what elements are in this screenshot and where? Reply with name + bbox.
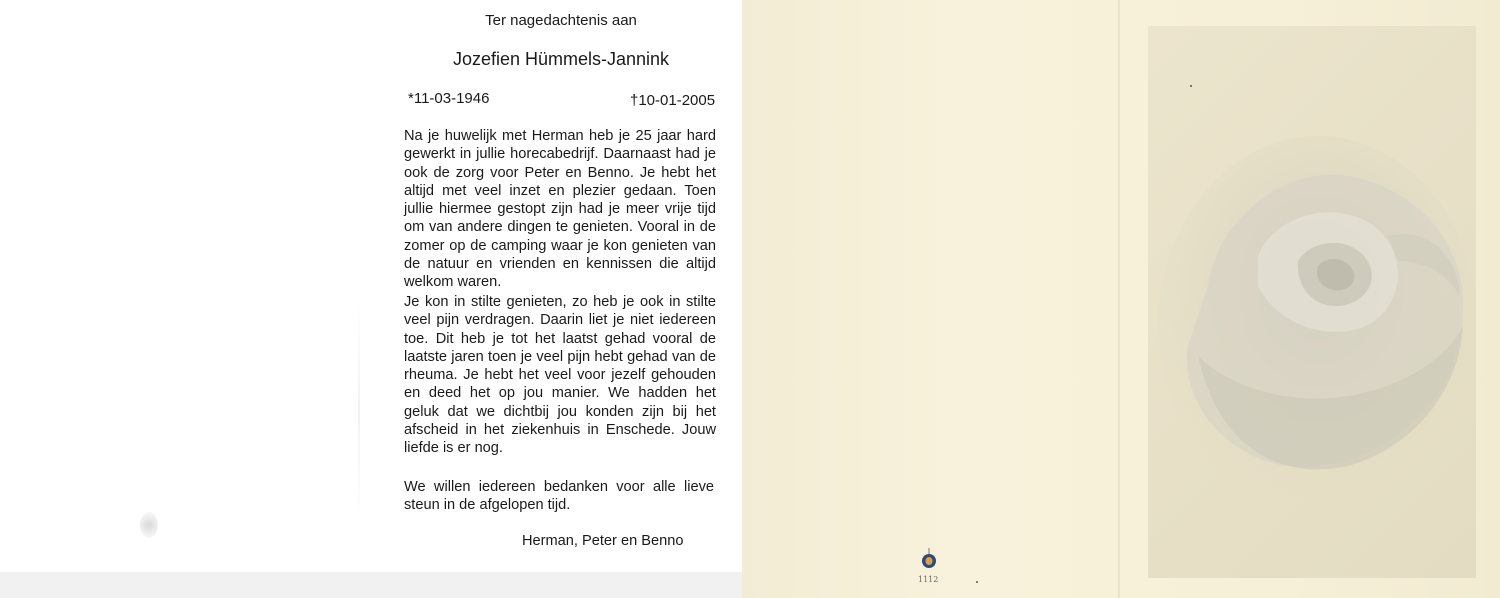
rose-image	[1148, 26, 1476, 578]
scan-edge	[0, 572, 742, 598]
memorial-card-cover-page	[742, 0, 1500, 598]
card-fold-line	[1118, 0, 1120, 598]
signature: Herman, Peter en Benno	[522, 533, 684, 549]
paper-smudge	[140, 512, 158, 538]
memorial-heading: Ter nagedachtenis aan	[485, 12, 637, 29]
memorial-card-text-page	[0, 0, 742, 598]
fold-crease	[358, 300, 360, 520]
deceased-name: Jozefien Hümmels-Jannink	[452, 49, 670, 69]
thanks-paragraph: We willen iedereen bedanken voor alle lieve steun in de afgelopen tijd.	[404, 479, 714, 514]
speck	[1190, 85, 1192, 87]
publisher-logo-icon	[920, 548, 938, 570]
birth-date: *11-03-1946	[408, 90, 490, 107]
tribute-paragraph-2: Je kon in stilte genieten, zo heb je ook in stilte veel pijn verdragen. Daarin liet je niet iedereen toe. Dit heb je tot het laatst gehad vooral de laatste jaren toen je veel pijn hebt gehad van de rheuma. Je hebt het veel voor jezelf gehouden en deed het op jou manier. We hadden het geluk dat we dichtbij jou konden zijn bij het afscheid in het ziekenhuis in Enschede. Jouw liefde is er nog.	[404, 294, 716, 457]
print-code: 1112	[918, 575, 939, 584]
rose-illustration	[1148, 26, 1476, 578]
tribute-paragraph-1: Na je huwelijk met Herman heb je 25 jaar hard gewerkt in jullie horecabedrijf. Daarnaast had je ook de zorg voor Peter en Benno. Je hebt het altijd met veel inzet en plezier gedaan. Toen jullie hiermee gestopt zijn had je meer vrije tijd om van andere dingen te genieten. Vooral in de zomer op de camping waar je kon genieten van de natuur en vrienden en kennissen die altijd welkom waren.	[404, 128, 716, 291]
death-date: †10-01-2005	[630, 92, 716, 109]
speck	[976, 581, 978, 583]
